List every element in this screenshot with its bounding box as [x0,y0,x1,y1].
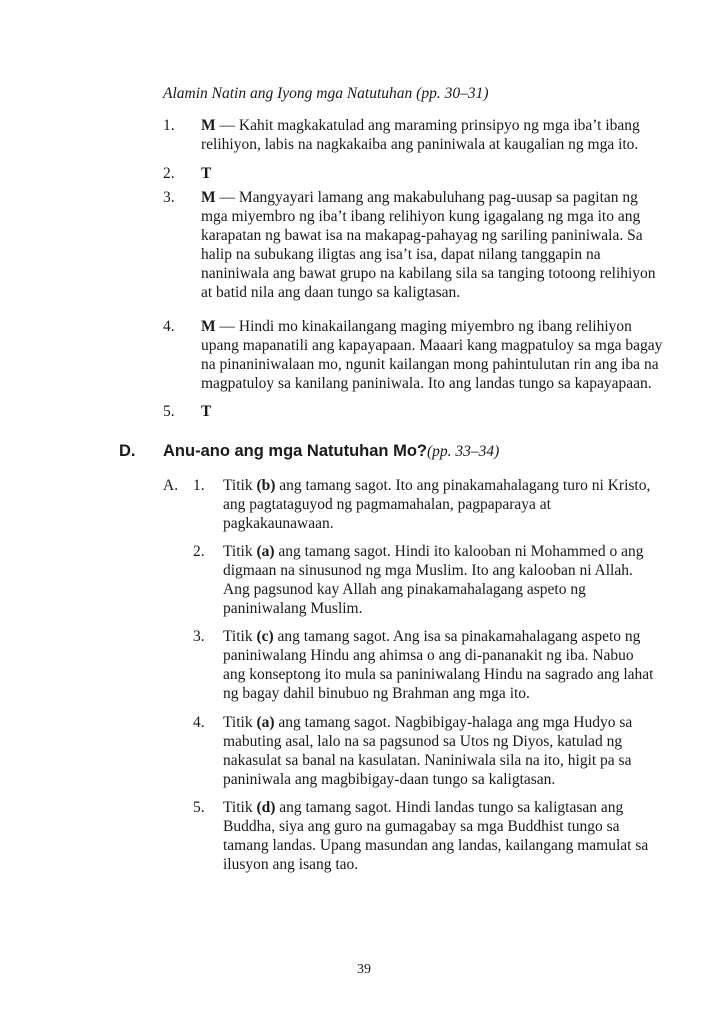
item-body [223,476,663,533]
item-line: ng bagay dahil binubuo ng Brahman ang mga ito. [223,685,530,702]
item-line: nakasulat sa banal na kasulatan. Naniniwala sila na ito, higit pa sa [223,752,632,769]
line-prefix: Titik [223,543,257,560]
item-number: 4. [163,318,175,335]
item-line [223,542,663,561]
item-line: na pinaniniwalaan mo, ngunit kailangan mong pahintulutan rin ang iba na [201,356,659,373]
item-line [201,188,661,207]
page-number: 39 [357,962,371,977]
item-number: 1. [163,117,175,134]
item-line: tamang landas. Upang masundan ang landas, kailangang mamulat sa [223,837,649,854]
item-line: at batid nila ang daan tungo sa kaligtasan. [201,284,461,301]
item-line [223,798,663,817]
item-number: 2. [193,543,205,560]
item-body [223,798,663,874]
item-body [223,713,663,789]
item-line: halip na subukang iligtas ang isa’t isa, dapat nilang tanggapin na [201,246,601,263]
item-number: 4. [193,714,205,731]
item-line [201,402,661,421]
answer-mark: M [201,189,216,206]
line-text: ang tamang sagot. Hindi ito kalooban ni Mohammed o ang [274,543,644,560]
item-line [223,627,663,646]
answer-choice: (a) [256,714,275,731]
line-text: — Hindi mo kinakailangang maging miyembro ng ibang relihiyon [215,318,632,335]
answer-choice: (a) [256,543,275,560]
item-line [223,713,663,732]
item-number: 5. [193,799,205,816]
line-prefix: Titik [223,477,257,494]
item-body [201,164,661,183]
item-line [201,164,661,183]
item-line: ilusyon ang isang tao. [223,856,359,873]
section-pages: (pp. 33–34) [426,443,500,460]
answer-choice: (d) [256,799,276,816]
item-body [201,402,661,421]
item-line: ang konseptong ito mula sa paniniwalang Hindu na sagrado ang lahat [223,666,654,683]
item-line: mabuting asal, lalo na sa pagsunod sa Utos ng Diyos, katulad ng [223,733,623,750]
item-line: naniniwala ang bawat grupo na kabilang sila sa tanging totoong relihiyon [201,265,656,282]
section-title: Anu-ano ang mga Natutuhan Mo? [163,442,427,460]
line-text: ang tamang sagot. Ang isa sa pinakamahalagang aspeto ng [273,628,641,645]
item-body [201,188,661,302]
item-body [223,542,663,618]
item-body [201,116,661,154]
line-text: — Mangyayari lamang ang makabuluhang pag-uusap sa pagitan ng [215,189,638,206]
line-prefix: Titik [223,799,257,816]
item-line: Ang pagsunod kay Allah ang pinakamahalagang aspeto ng [223,581,586,598]
section-title-wrap [163,442,499,461]
item-line: paniniwalang Muslim. [223,600,363,617]
line-text: ang tamang sagot. Hindi landas tungo sa kaligtasan ang [275,799,624,816]
item-body [223,627,663,703]
item-line: karapatan ng bawat isa na makapag-pahayag ng sariling paniniwala. Sa [201,227,643,244]
item-number: 3. [193,628,205,645]
line-text: ang tamang sagot. Ito ang pinakamahalagang turo ni Kristo, [275,477,651,494]
item-number: 5. [163,403,175,420]
item-line: ang pagtataguyod ng pagmamahalan, pagpaparaya at [223,496,551,513]
item-number: 2. [163,165,175,182]
item-line: magpatuloy sa kanilang paniniwala. Ito ang landas tungo sa kapayapaan. [201,375,652,392]
line-prefix: Titik [223,714,257,731]
answer-choice: (b) [256,477,276,494]
part-letter: A. [163,477,179,494]
item-line: digmaan na sinusunod ng mga Muslim. Ito ang kalooban ni Allah. [223,562,633,579]
section-letter: D. [119,442,136,460]
answer-mark: T [201,403,212,420]
answer-mark: M [201,117,216,134]
line-prefix: Titik [223,628,257,645]
item-line: Buddha, siya ang guro na gumagabay sa mga Buddhist tungo sa [223,818,620,835]
line-text: ang tamang sagot. Nagbibigay-halaga ang mga Hudyo sa [274,714,633,731]
item-line [223,476,663,495]
item-line: paniniwalang Hindu ang ahimsa o ang di-pananakit ng iba. Nabuo [223,647,634,664]
subheading: Alamin Natin ang Iyong mga Natutuhan (pp. 30–31) [163,85,489,102]
item-line [201,116,661,135]
item-line: upang mapanatili ang kapayapaan. Maaari kang magpatuloy sa mga bagay [201,337,663,354]
item-line: mga miyembro ng iba’t ibang relihiyon kung igagalang ng mga ito ang [201,208,641,225]
item-number: 3. [163,189,175,206]
answer-mark: T [201,165,212,182]
item-number: 1. [193,477,205,494]
item-line: paniniwala ang magbibigay-daan tungo sa kaligtasan. [223,771,556,788]
item-line: relihiyon, labis na nagkakaiba ang paniniwala at kaugalian ng mga ito. [201,136,639,153]
item-line [201,317,661,336]
answer-choice: (c) [256,628,274,645]
item-body [201,317,661,393]
line-text: — Kahit magkakatulad ang maraming prinsipyo ng mga iba’t ibang [215,117,640,134]
item-line: pagkakaunawaan. [223,515,334,532]
answer-mark: M [201,318,216,335]
